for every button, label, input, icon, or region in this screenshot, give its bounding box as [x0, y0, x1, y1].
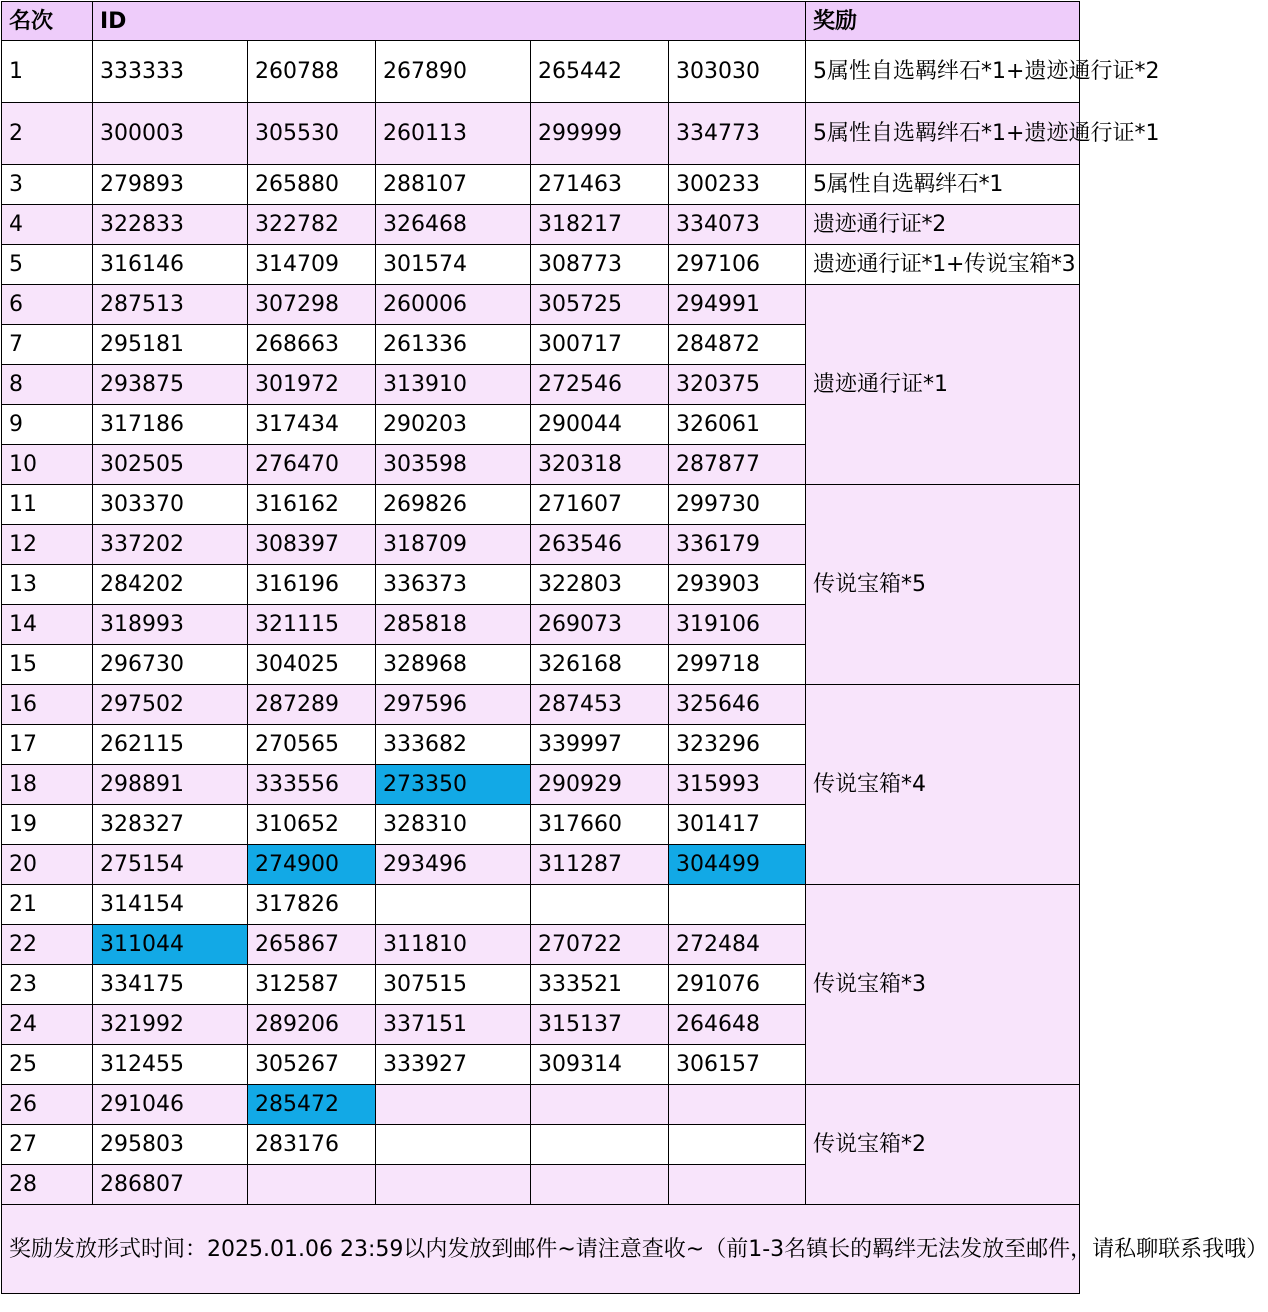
id-cell: 317186 — [93, 405, 248, 445]
id-cell: 326468 — [376, 205, 531, 245]
table-row — [2, 245, 1080, 285]
id-cell — [669, 1085, 806, 1125]
id-cell: 322803 — [531, 565, 669, 605]
id-cell: 295181 — [93, 325, 248, 365]
table-row — [2, 1085, 1080, 1125]
rank-cell: 10 — [2, 445, 93, 485]
rank-cell: 11 — [2, 485, 93, 525]
id-cell: 314154 — [93, 885, 248, 925]
id-cell: 265442 — [531, 41, 669, 103]
id-cell: 303370 — [93, 485, 248, 525]
footer-row — [2, 1205, 1080, 1294]
id-cell: 287877 — [669, 445, 806, 485]
id-cell: 294991 — [669, 285, 806, 325]
id-cell-highlighted: 273350 — [376, 765, 531, 805]
id-cell: 264648 — [669, 1005, 806, 1045]
id-cell: 276470 — [248, 445, 376, 485]
id-cell — [376, 1085, 531, 1125]
id-cell — [376, 1125, 531, 1165]
id-cell: 308773 — [531, 245, 669, 285]
id-cell: 316196 — [248, 565, 376, 605]
id-cell: 328327 — [93, 805, 248, 845]
id-cell — [531, 1125, 669, 1165]
id-cell: 320318 — [531, 445, 669, 485]
table-row — [2, 285, 1080, 325]
id-cell: 287289 — [248, 685, 376, 725]
rank-cell: 14 — [2, 605, 93, 645]
id-cell: 285818 — [376, 605, 531, 645]
table-row — [2, 41, 1080, 103]
id-cell: 339997 — [531, 725, 669, 765]
id-cell: 336373 — [376, 565, 531, 605]
id-cell: 314709 — [248, 245, 376, 285]
id-cell: 310652 — [248, 805, 376, 845]
id-cell: 312455 — [93, 1045, 248, 1085]
id-cell: 297596 — [376, 685, 531, 725]
id-cell: 322833 — [93, 205, 248, 245]
id-cell — [669, 885, 806, 925]
id-cell: 297106 — [669, 245, 806, 285]
id-cell: 279893 — [93, 165, 248, 205]
id-cell — [376, 1165, 531, 1205]
id-cell-highlighted: 285472 — [248, 1085, 376, 1125]
id-cell: 293875 — [93, 365, 248, 405]
id-cell — [669, 1125, 806, 1165]
id-cell: 317434 — [248, 405, 376, 445]
ranking-body — [2, 41, 1268, 1294]
id-cell — [531, 1085, 669, 1125]
rank-cell: 22 — [2, 925, 93, 965]
id-cell: 302505 — [93, 445, 248, 485]
id-cell: 313910 — [376, 365, 531, 405]
rank-cell: 24 — [2, 1005, 93, 1045]
id-cell: 265880 — [248, 165, 376, 205]
id-cell: 326061 — [669, 405, 806, 445]
id-cell — [531, 885, 669, 925]
rank-cell: 9 — [2, 405, 93, 445]
id-cell: 269826 — [376, 485, 531, 525]
id-cell: 260788 — [248, 41, 376, 103]
id-cell: 270565 — [248, 725, 376, 765]
id-cell: 321115 — [248, 605, 376, 645]
id-cell: 311810 — [376, 925, 531, 965]
reward-cell: 传说宝箱*4 — [806, 685, 1080, 885]
id-cell: 290044 — [531, 405, 669, 445]
footer-note: 奖励发放形式时间：2025.01.06 23:59以内发放到邮件~请注意查收~（前1-3名镇长的羁绊无法发放至邮件，请私聊联系我哦） — [2, 1205, 1080, 1294]
rank-cell: 28 — [2, 1165, 93, 1205]
id-cell: 305725 — [531, 285, 669, 325]
id-cell: 334175 — [93, 965, 248, 1005]
id-cell: 303598 — [376, 445, 531, 485]
rank-cell: 7 — [2, 325, 93, 365]
id-cell: 301417 — [669, 805, 806, 845]
id-cell: 333682 — [376, 725, 531, 765]
reward-cell: 5属性自选羁绊石*1 — [806, 165, 1080, 205]
id-cell: 318217 — [531, 205, 669, 245]
id-cell: 317826 — [248, 885, 376, 925]
id-cell: 336179 — [669, 525, 806, 565]
id-cell: 272546 — [531, 365, 669, 405]
rank-cell: 17 — [2, 725, 93, 765]
rank-cell: 23 — [2, 965, 93, 1005]
id-cell: 261336 — [376, 325, 531, 365]
id-cell: 296730 — [93, 645, 248, 685]
id-cell: 318709 — [376, 525, 531, 565]
id-cell: 260113 — [376, 103, 531, 165]
id-cell-highlighted: 311044 — [93, 925, 248, 965]
reward-cell: 遗迹通行证*1+传说宝箱*3 — [806, 245, 1080, 285]
id-cell: 289206 — [248, 1005, 376, 1045]
id-cell: 298891 — [93, 765, 248, 805]
id-cell: 328310 — [376, 805, 531, 845]
id-cell: 297502 — [93, 685, 248, 725]
id-cell: 284872 — [669, 325, 806, 365]
table-row — [2, 885, 1080, 925]
table-row — [2, 103, 1080, 165]
id-cell: 290929 — [531, 765, 669, 805]
id-cell: 267890 — [376, 41, 531, 103]
id-cell: 271463 — [531, 165, 669, 205]
reward-cell: 传说宝箱*5 — [806, 485, 1080, 685]
id-cell: 337202 — [93, 525, 248, 565]
table-row — [2, 165, 1080, 205]
rank-cell: 21 — [2, 885, 93, 925]
id-cell: 333333 — [93, 41, 248, 103]
id-cell: 283176 — [248, 1125, 376, 1165]
id-cell: 301574 — [376, 245, 531, 285]
reward-cell: 遗迹通行证*2 — [806, 205, 1080, 245]
id-cell: 299718 — [669, 645, 806, 685]
id-cell: 300717 — [531, 325, 669, 365]
id-cell: 326168 — [531, 645, 669, 685]
id-cell: 268663 — [248, 325, 376, 365]
rank-cell: 3 — [2, 165, 93, 205]
rank-cell: 25 — [2, 1045, 93, 1085]
id-cell: 287453 — [531, 685, 669, 725]
id-cell: 334073 — [669, 205, 806, 245]
reward-cell: 遗迹通行证*1 — [806, 285, 1080, 485]
rank-cell: 19 — [2, 805, 93, 845]
rank-cell: 27 — [2, 1125, 93, 1165]
id-cell: 328968 — [376, 645, 531, 685]
rank-cell: 20 — [2, 845, 93, 885]
rank-cell: 4 — [2, 205, 93, 245]
id-cell: 300003 — [93, 103, 248, 165]
table-row — [2, 685, 1080, 725]
id-cell: 275154 — [93, 845, 248, 885]
rank-cell: 1 — [2, 41, 93, 103]
id-cell-highlighted: 304499 — [669, 845, 806, 885]
id-cell — [248, 1165, 376, 1205]
rank-cell: 18 — [2, 765, 93, 805]
id-cell: 316162 — [248, 485, 376, 525]
rank-cell: 16 — [2, 685, 93, 725]
reward-cell: 5属性自选羁绊石*1+遗迹通行证*2 — [806, 41, 1080, 103]
id-cell: 295803 — [93, 1125, 248, 1165]
id-cell: 262115 — [93, 725, 248, 765]
id-cell: 306157 — [669, 1045, 806, 1085]
id-cell: 300233 — [669, 165, 806, 205]
id-cell: 291076 — [669, 965, 806, 1005]
id-cell: 269073 — [531, 605, 669, 645]
id-cell: 272484 — [669, 925, 806, 965]
header-reward: 奖励 — [806, 2, 1080, 41]
id-cell: 287513 — [93, 285, 248, 325]
id-cell: 315993 — [669, 765, 806, 805]
id-cell — [531, 1165, 669, 1205]
id-cell: 315137 — [531, 1005, 669, 1045]
rank-cell: 5 — [2, 245, 93, 285]
rank-cell: 15 — [2, 645, 93, 685]
id-cell: 271607 — [531, 485, 669, 525]
id-cell: 303030 — [669, 41, 806, 103]
id-cell — [669, 1165, 806, 1205]
header-id: ID — [93, 2, 806, 41]
rank-cell: 12 — [2, 525, 93, 565]
id-cell: 318993 — [93, 605, 248, 645]
header-rank: 名次 — [2, 2, 93, 41]
id-cell: 299999 — [531, 103, 669, 165]
id-cell: 305267 — [248, 1045, 376, 1085]
id-cell: 288107 — [376, 165, 531, 205]
id-cell: 334773 — [669, 103, 806, 165]
id-cell: 286807 — [93, 1165, 248, 1205]
ranking-table — [1, 1, 1268, 1294]
header-row — [2, 2, 1080, 41]
table-row — [2, 205, 1080, 245]
id-cell: 317660 — [531, 805, 669, 845]
id-cell: 316146 — [93, 245, 248, 285]
id-cell: 319106 — [669, 605, 806, 645]
id-cell: 284202 — [93, 565, 248, 605]
id-cell: 323296 — [669, 725, 806, 765]
rank-cell: 26 — [2, 1085, 93, 1125]
id-cell: 312587 — [248, 965, 376, 1005]
id-cell: 291046 — [93, 1085, 248, 1125]
id-cell: 325646 — [669, 685, 806, 725]
id-cell: 307515 — [376, 965, 531, 1005]
id-cell: 290203 — [376, 405, 531, 445]
rank-cell: 6 — [2, 285, 93, 325]
id-cell: 321992 — [93, 1005, 248, 1045]
table-row — [2, 485, 1080, 525]
id-cell: 293496 — [376, 845, 531, 885]
id-cell: 305530 — [248, 103, 376, 165]
rank-cell: 8 — [2, 365, 93, 405]
id-cell: 322782 — [248, 205, 376, 245]
reward-cell: 传说宝箱*3 — [806, 885, 1080, 1085]
id-cell — [376, 885, 531, 925]
id-cell: 299730 — [669, 485, 806, 525]
id-cell: 333927 — [376, 1045, 531, 1085]
id-cell: 265867 — [248, 925, 376, 965]
reward-cell: 5属性自选羁绊石*1+遗迹通行证*1 — [806, 103, 1080, 165]
id-cell: 301972 — [248, 365, 376, 405]
rank-cell: 2 — [2, 103, 93, 165]
id-cell: 320375 — [669, 365, 806, 405]
id-cell: 260006 — [376, 285, 531, 325]
id-cell: 333521 — [531, 965, 669, 1005]
id-cell-highlighted: 274900 — [248, 845, 376, 885]
id-cell: 309314 — [531, 1045, 669, 1085]
id-cell: 304025 — [248, 645, 376, 685]
id-cell: 293903 — [669, 565, 806, 605]
reward-cell: 传说宝箱*2 — [806, 1085, 1080, 1205]
id-cell: 333556 — [248, 765, 376, 805]
id-cell: 270722 — [531, 925, 669, 965]
id-cell: 307298 — [248, 285, 376, 325]
id-cell: 308397 — [248, 525, 376, 565]
rank-cell: 13 — [2, 565, 93, 605]
id-cell: 311287 — [531, 845, 669, 885]
id-cell: 337151 — [376, 1005, 531, 1045]
id-cell: 263546 — [531, 525, 669, 565]
